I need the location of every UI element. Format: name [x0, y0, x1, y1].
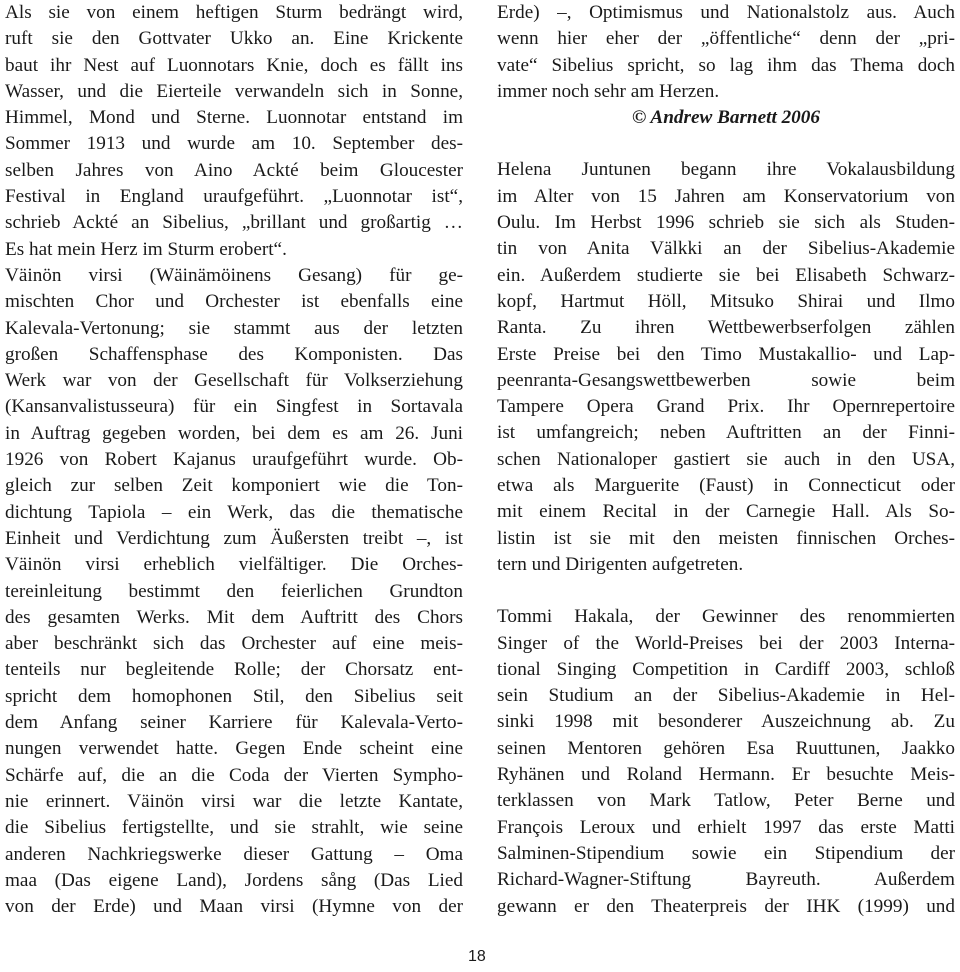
- text-line: großen Schaffensphase des Komponisten. Das: [5, 343, 463, 365]
- text-line: sein Studium an der Sibelius-Akademie in Hel-: [497, 685, 955, 707]
- text-line: Kalevala-Vertonung; sie stammt aus der letzten: [5, 317, 463, 339]
- text-line: ein. Außerdem studierte sie bei Elisabeth Schwarz-: [497, 264, 955, 286]
- text-line: nungen verwendet hatte. Gegen Ende scheint eine: [5, 738, 463, 760]
- text-line: gleich zur selben Zeit komponiert wie die Ton-: [5, 475, 463, 497]
- text-line: seinen Mentoren gehören Esa Ruuttunen, Jaakko: [497, 737, 955, 759]
- text-line: wenn hier eher der „öffentliche“ denn der „pri-: [497, 28, 955, 50]
- left-column: [5, 0, 463, 920]
- text-line: peenranta-Gesangswettbewerben sowie beim: [497, 369, 955, 391]
- text-line: Salminen-Stipendium sowie ein Stipendium der: [497, 842, 955, 864]
- text-line: tenteils nur begleitende Rolle; der Chorsatz ent-: [5, 659, 463, 681]
- text-line: tin von Anita Välkki an der Sibelius-Akademie: [497, 238, 955, 260]
- text-line: Festival in England uraufgeführt. „Luonnotar ist“,: [5, 186, 463, 208]
- text-line: ist umfangreich; neben Auftritten an der Finni-: [497, 422, 955, 444]
- text-line: spricht dem homophonen Stil, den Sibelius seit: [5, 685, 463, 707]
- text-line: aber beschränkt sich das Orchester auf eine meis-: [5, 633, 463, 655]
- text-line: Erste Preise bei den Timo Mustakallio- und Lap-: [497, 343, 955, 365]
- copyright-text: © Andrew Barnett 2006: [632, 107, 820, 129]
- text-line: maa (Das eigene Land), Jordens sång (Das Lied: [5, 869, 463, 891]
- text-line: kopf, Hartmut Höll, Mitsuko Shirai und Ilmo: [497, 290, 955, 312]
- text-line: schrieb Ackté an Sibelius, „brillant und großartig …: [5, 212, 463, 234]
- text-line: sinki 1998 mit besonderer Auszeichnung ab. Zu: [497, 711, 955, 733]
- text-line: Singer of the World-Preises bei der 2003 Interna-: [497, 632, 955, 654]
- text-line: anderen Nachkriegswerke dieser Gattung – Oma: [5, 843, 463, 865]
- text-line: listin ist sie mit den meisten finnischen Orches-: [497, 527, 955, 549]
- text-line: Schärfe auf, die an die Coda der Vierten Sympho-: [5, 764, 463, 786]
- text-line: schen Nationaloper gastiert sie auch in den USA,: [497, 448, 955, 470]
- paragraph-vainon-virsi: [5, 263, 463, 920]
- text-line: Helena Juntunen begann ihre Vokalausbildung: [497, 159, 955, 181]
- right-column: [497, 0, 955, 920]
- spacer: [497, 131, 955, 157]
- text-line: immer noch sehr am Herzen.: [497, 80, 720, 102]
- biography-tommi-hakala: [497, 604, 955, 920]
- text-line: tern und Dirigenten aufgetreten.: [497, 553, 744, 575]
- text-line: nie erinnert. Väinön virsi war die letzte Kantate,: [5, 790, 463, 812]
- spacer: [497, 578, 955, 604]
- copyright-line: [497, 105, 955, 131]
- text-line: tional Singing Competition in Cardiff 2003, schloß: [497, 658, 955, 680]
- text-line: Ryhänen und Roland Hermann. Er besuchte Meis-: [497, 764, 955, 786]
- text-line: Himmel, Mond und Sterne. Luonnotar entstand im: [5, 107, 463, 129]
- text-line: Erde) –, Optimismus und Nationalstolz aus. Auch: [497, 2, 955, 23]
- text-line: Werk war von der Gesellschaft für Volkserziehung: [5, 370, 463, 392]
- text-line: von der Erde) und Maan virsi (Hymne von der: [5, 896, 463, 918]
- text-line: dem Anfang seiner Karriere für Kalevala-Verto-: [5, 712, 463, 734]
- page-number: 18: [468, 948, 486, 965]
- text-line: gewann er den Theaterpreis der IHK (1999) und: [497, 895, 955, 917]
- text-line: die Sibelius fertigstellte, und sie strahlt, wie seine: [5, 817, 463, 839]
- text-line: Einheit und Verdichtung zum Äußersten treibt –, ist: [5, 527, 463, 549]
- text-line: baut ihr Nest auf Luonnotars Knie, doch es fällt ins: [5, 54, 463, 76]
- text-line: im Alter von 15 Jahren am Konservatorium von: [497, 185, 955, 207]
- text-line: Sommer 1913 und wurde am 10. September des-: [5, 133, 463, 155]
- text-line: dichtung Tapiola – ein Werk, das die thematische: [5, 501, 463, 523]
- text-line: terklassen von Mark Tatlow, Peter Berne und: [497, 790, 955, 812]
- text-line: mischten Chor und Orchester ist ebenfalls eine: [5, 291, 463, 313]
- text-line: tereinleitung bestimmt den feierlichen Grundton: [5, 580, 463, 602]
- text-line: Wasser, und die Eierteile verwandeln sich in Sonne,: [5, 80, 463, 102]
- text-line: ruft sie den Gottvater Ukko an. Eine Krickente: [5, 28, 463, 50]
- text-line: Ranta. Zu ihren Wettbewerbserfolgen zählen: [497, 317, 955, 339]
- paragraph-continuation: [497, 0, 955, 105]
- text-line: François Leroux und erhielt 1997 das erste Matti: [497, 816, 955, 838]
- text-line: Tommi Hakala, der Gewinner des renommierten: [497, 606, 955, 628]
- text-line: Väinön virsi erheblich vielfältiger. Die Orches-: [5, 554, 463, 576]
- text-line: des gesamten Werks. Mit dem Auftritt des Chors: [5, 606, 463, 628]
- text-line: mit einem Recital in der Carnegie Hall. Als So-: [497, 501, 955, 523]
- paragraph-luonnotar: [5, 0, 463, 263]
- biography-helena-juntunen: [497, 157, 955, 578]
- text-line: vate“ Sibelius spricht, so lag ihm das Thema doch: [497, 54, 955, 76]
- text-line: etwa als Marguerite (Faust) in Connecticut oder: [497, 475, 955, 497]
- text-line: Als sie von einem heftigen Sturm bedrängt wird,: [5, 2, 463, 23]
- text-line: selben Jahres von Aino Ackté beim Gloucester: [5, 159, 463, 181]
- text-line: Oulu. Im Herbst 1996 schrieb sie sich als Studen-: [497, 212, 955, 234]
- text-line: (Kansanvalistusseura) für ein Singfest in Sortavala: [5, 396, 463, 418]
- text-line: Väinön virsi (Wäinämöinens Gesang) für ge-: [5, 264, 463, 286]
- text-line: in Auftrag gegeben worden, bei dem es am 26. Juni: [5, 422, 463, 444]
- text-line: Tampere Opera Grand Prix. Ihr Opernrepertoire: [497, 396, 955, 418]
- text-line: Es hat mein Herz im Sturm erobert“.: [5, 238, 287, 260]
- text-line: 1926 von Robert Kajanus uraufgeführt wurde. Ob-: [5, 449, 463, 471]
- text-line: Richard-Wagner-Stiftung Bayreuth. Außerdem: [497, 869, 955, 891]
